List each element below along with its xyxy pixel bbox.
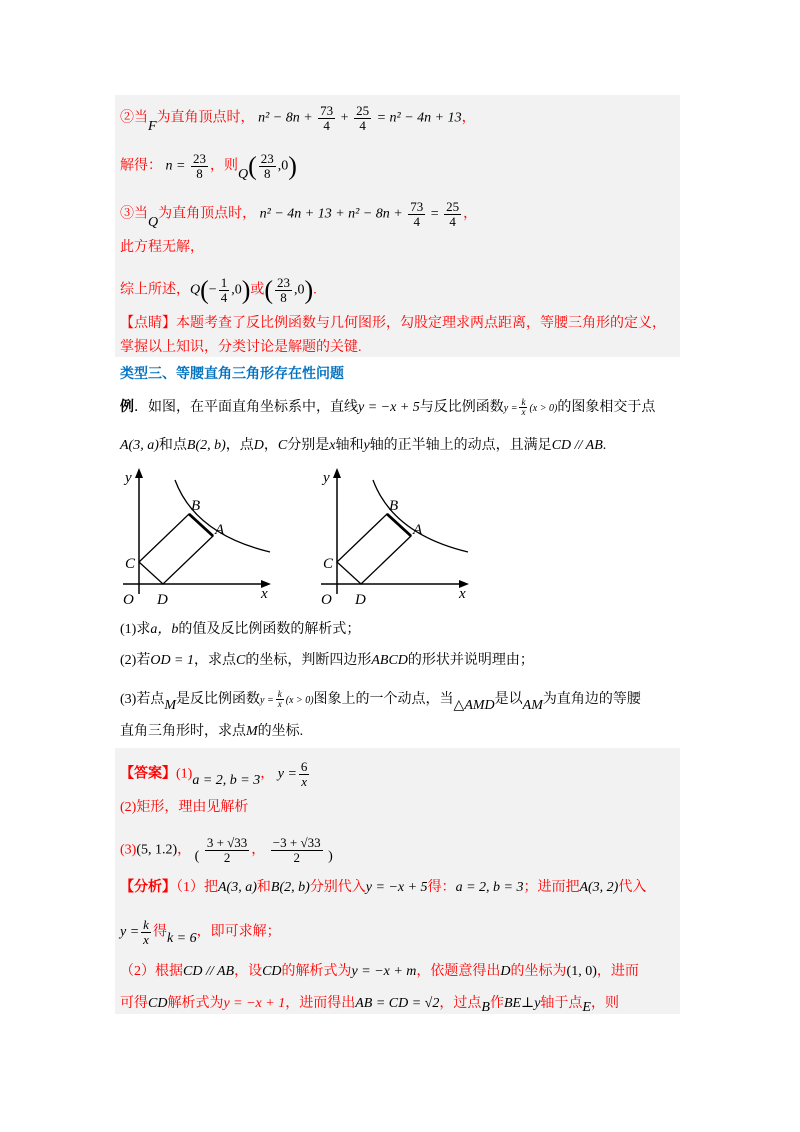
figure-right [313,462,483,610]
fraction: $\frac{-3 + √33}{2}$ [272,835,321,865]
fraction: $\frac{k}{x}$ [143,917,149,947]
fraction: $\frac{6}{x}$ [300,759,308,789]
fraction: $\frac{23}{8}$ [192,151,206,181]
x-axis-label: x [459,586,466,602]
origin-label: O [123,592,134,608]
section-title: 类型三、等腰直角三角形存在性问题 [120,367,344,382]
point-F: F [148,118,157,134]
comment-tag: 【点睛】 [120,316,176,331]
point-C-label: C [125,556,136,572]
point-D-label: D [157,592,168,608]
solution-line-5: 综上所述，Q(− $\frac{1}{4}$ ,0)或( $\frac{23}{8}$ ,0). [120,275,317,305]
fraction: $\frac{23}{8}$ [277,275,291,305]
analysis-line-4: 可得CD解析式为y = −x + 1，进而得出AB = CD = √2，过点B作BE⊥y轴于点E，则 [120,996,619,1015]
fraction: $\frac{73}{4}$ [320,103,334,133]
case-label: ②当 [120,110,148,126]
fraction: $\frac{25}{4}$ [356,103,370,133]
fraction: $\frac{3 + √33}{2}$ [206,835,248,865]
point-C-label: C [323,556,334,572]
solution-line-2: 解得： n = $\frac{23}{8}$ ，则Q( $\frac{23}{8}$ ,0) [120,151,297,182]
fraction: $\frac{25}{4}$ [446,199,460,229]
example-line-2: A(3, a)和点B(2, b)，点D，C分别是x轴和y轴的正半轴上的动点，且满足CD // AB. [120,438,607,453]
fraction: $\frac{k}{x}$ [521,397,526,418]
question-2: (2)若OD = 1，求点C的坐标，判断四边形ABCD的形状并说明理由； [120,653,534,668]
comment-line-1: 【点睛】本题考查了反比例函数与几何图形，勾股定理求两点距离，等腰三角形的定义， [120,316,666,331]
answer-line-1: 【答案】(1)a = 2, b = 3， y = $\frac{6}{x}$ [120,759,308,789]
analysis-line-2: y = $\frac{k}{x}$ 得k = 6，即可求解； [120,917,281,947]
solution-line-3: ③当Q为直角顶点时， n² − 4n + 13 + n² − 8n + $\frac{73}{4}$ = $\frac{25}{4}$ ， [120,199,478,230]
analysis-line-1: 【分析】（1）把A(3, a)和B(2, b)分别代入y = −x + 5得：a = 2, b = 3；进而把A(3, 2)代入 [120,880,647,895]
figure-left [115,462,285,610]
fraction: $\frac{1}{4}$ [220,275,228,305]
y-axis-label: y [323,470,330,486]
equation-part: n² − 8n + [258,110,313,126]
solution-line-4: 此方程无解， [120,240,204,255]
fraction: $\frac{23}{8}$ [260,151,274,181]
fraction: $\frac{k}{x}$ [277,689,282,710]
question-3: (3)若点M是反比例函数y = $\frac{k}{x}$ (x > 0)图象上的一个动点，当△AMD是以AM为直角边的等腰 [120,689,641,713]
point-A-label: A [215,522,225,538]
y-axis-label: y [125,470,132,486]
x-axis-label: x [261,586,268,602]
example-line-1: 例．如图，在平面直角坐标系中，直线y = −x + 5与反比例函数y = $\frac{k}{x}$ (x > 0)的图象相交于点 [120,397,656,418]
point-B-label: B [389,498,399,514]
answer-line-2: (2)矩形，理由见解析 [120,800,249,815]
solution-line-1: ②当F为直角顶点时， n² − 8n + $\frac{73}{4}$ + $\frac{25}{4}$ = n² − 4n + 13， [120,103,476,134]
analysis-tag: 【分析】 [120,880,176,895]
answer-tag: 【答案】 [120,766,176,782]
point-D-label: D [355,592,366,608]
fraction: $\frac{73}{4}$ [410,199,424,229]
question-3-cont: 直角三角形时，求点M的坐标. [120,724,304,739]
case-text: 为直角顶点时， [156,110,255,126]
equation-part: = n² − 4n + 13 [376,110,462,126]
point-A-label: A [413,522,423,538]
point-B-label: B [191,498,201,514]
answer-line-3: (3)(5, 1.2)， ( $\frac{3 + √33}{2}$ ， $\frac{-3 + √33}{2}$ ) [120,835,333,865]
question-1: (1)求a，b的值及反比例函数的解析式； [120,622,361,637]
origin-label: O [321,592,332,608]
comment-line-2: 掌握以上知识，分类讨论是解题的关键. [120,340,362,355]
analysis-line-3: （2）根据CD // AB，设CD的解析式为y = −x + m，依题意得出D的坐标为(1, 0)，进而 [120,964,639,979]
